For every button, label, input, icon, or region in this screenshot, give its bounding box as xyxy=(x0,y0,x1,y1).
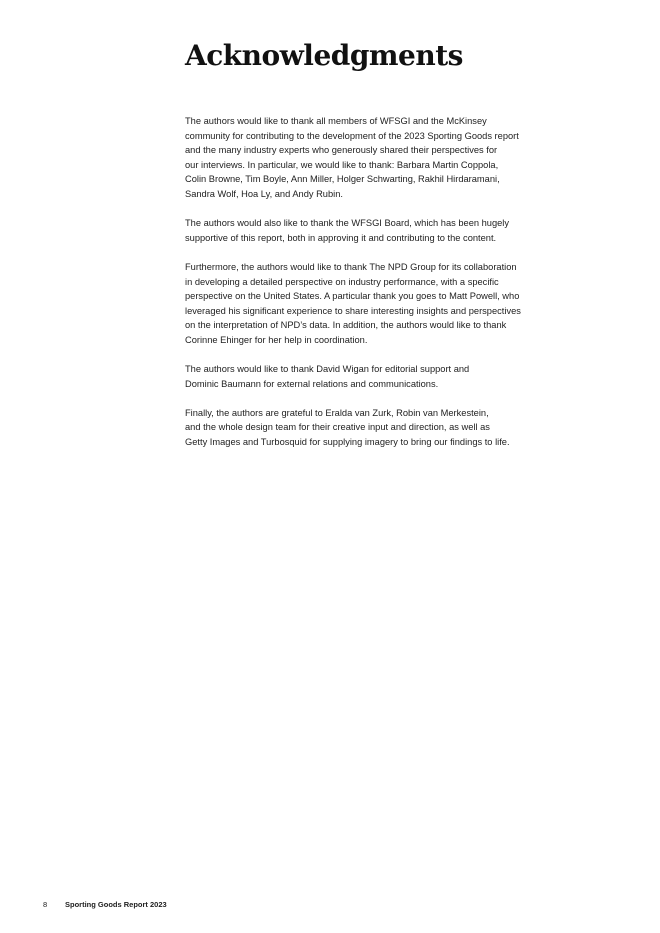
text-line: Colin Browne, Tim Boyle, Ann Miller, Holger Schwarting, Rakhil Hirdaramani, xyxy=(185,174,500,185)
text-line: in developing a detailed perspective on industry performance, with a specific xyxy=(185,276,499,287)
page-footer xyxy=(43,900,167,910)
page-title: Acknowledgments xyxy=(185,39,463,72)
text-line: Corinne Ehinger for her help in coordination. xyxy=(185,334,368,345)
text-line: Getty Images and Turbosquid for supplying imagery to bring our findings to life. xyxy=(185,437,510,448)
text-line: perspective on the United States. A particular thank you goes to Matt Powell, who xyxy=(185,291,520,302)
paragraph-board xyxy=(185,216,605,245)
text-line: Furthermore, the authors would like to thank The NPD Group for its collaboration xyxy=(185,261,517,272)
text-line: supportive of this report, both in approving it and contributing to the content. xyxy=(185,232,497,243)
paragraph-design xyxy=(185,406,605,450)
report-name: Sporting Goods Report 2023 xyxy=(65,900,167,909)
text-line: and the many industry experts who generously shared their perspectives for xyxy=(185,145,498,156)
text-line: our interviews. In particular, we would like to thank: Barbara Martin Coppola, xyxy=(185,159,499,170)
text-line: Sandra Wolf, Hoa Ly, and Andy Rubin. xyxy=(185,188,343,199)
text-line: The authors would also like to thank the WFSGI Board, which has been hugely xyxy=(185,218,510,229)
acknowledgments-body xyxy=(185,114,605,464)
text-line: Dominic Baumann for external relations and communications. xyxy=(185,378,439,389)
text-line: leveraged his significant experience to share interesting insights and perspectives xyxy=(185,305,521,316)
text-line: Finally, the authors are grateful to Eralda van Zurk, Robin van Merkestein, xyxy=(185,407,489,418)
text-line: The authors would like to thank all members of WFSGI and the McKinsey xyxy=(185,116,487,126)
text-line: on the interpretation of NPD’s data. In addition, the authors would like to thank xyxy=(185,320,507,331)
page-number: 8 xyxy=(43,900,48,909)
text-line: and the whole design team for their creative input and direction, as well as xyxy=(185,422,490,433)
paragraph-editorial xyxy=(185,362,605,391)
text-line: The authors would like to thank David Wigan for editorial support and xyxy=(185,364,470,375)
text-line: community for contributing to the development of the 2023 Sporting Goods report xyxy=(185,130,519,141)
paragraph-contributors xyxy=(185,114,605,202)
paragraph-npd-group xyxy=(185,260,605,348)
